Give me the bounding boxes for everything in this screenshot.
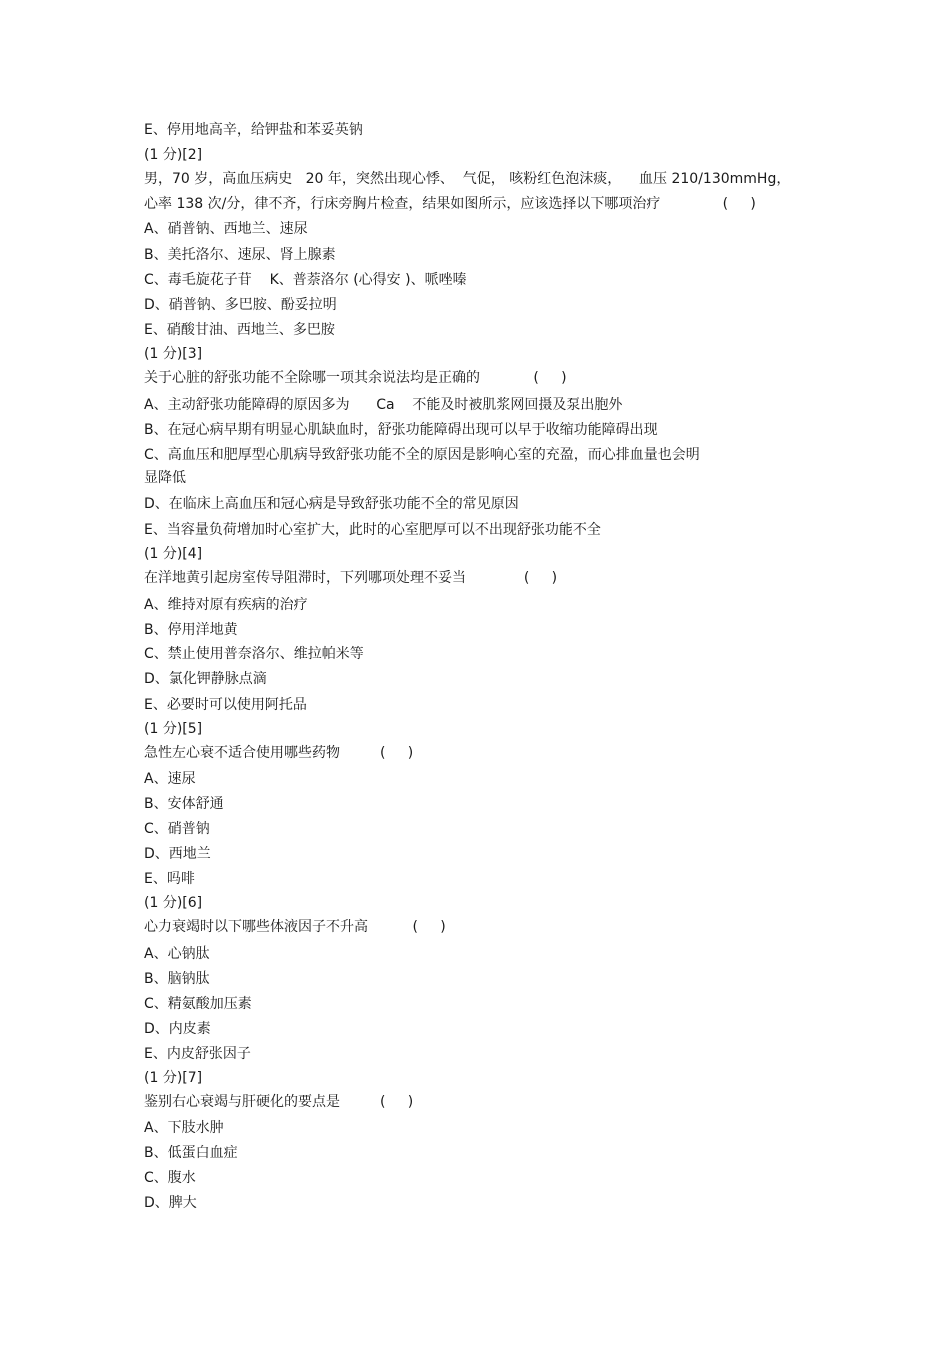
option-d: D、内皮素 <box>144 1021 211 1037</box>
question-stem: 心力衰竭时以下哪些体液因子不升高 ( ) <box>144 919 446 935</box>
question-stem: 在洋地黄引起房室传导阻滞时，下列哪项处理不妥当 ( ) <box>144 570 558 586</box>
option-d: D、硝普钠、多巴胺、酚妥拉明 <box>144 297 337 313</box>
option-c: C、硝普钠 <box>144 821 210 837</box>
question-stem: 关于心脏的舒张功能不全除哪一项其余说法均是正确的 ( ) <box>144 370 567 386</box>
option-e: E、必要时可以使用阿托品 <box>144 697 307 713</box>
option-a: A、速尿 <box>144 771 196 787</box>
option-d: D、脾大 <box>144 1195 197 1211</box>
option-b: B、美托洛尔、速尿、肾上腺素 <box>144 247 336 263</box>
option-b: B、低蛋白血症 <box>144 1145 238 1161</box>
option-c: C、毒毛旋花子苷 K、普萘洛尔 (心得安 )、哌唑嗪 <box>144 272 467 288</box>
option-e: E、硝酸甘油、西地兰、多巴胺 <box>144 322 335 338</box>
option-b: B、停用洋地黄 <box>144 622 238 638</box>
option-a: A、维持对原有疾病的治疗 <box>144 597 308 613</box>
question-header: (1 分)[6] <box>144 895 203 911</box>
option-e: E、停用地高辛，给钾盐和苯妥英钠 <box>144 122 363 138</box>
question-header: (1 分)[4] <box>144 546 203 562</box>
option-c: C、腹水 <box>144 1170 196 1186</box>
question-header: (1 分)[7] <box>144 1070 203 1086</box>
option-c: C、高血压和肥厚型心肌病导致舒张功能不全的原因是影响心室的充盈，而心排血量也会明 <box>144 447 700 463</box>
option-b: B、在冠心病早期有明显心肌缺血时，舒张功能障碍出现可以早于收缩功能障碍出现 <box>144 422 658 438</box>
question-header: (1 分)[3] <box>144 346 203 362</box>
question-header: (1 分)[2] <box>144 147 203 163</box>
option-d: D、氯化钾静脉点滴 <box>144 671 267 687</box>
option-c-continued: 显降低 <box>144 470 186 486</box>
question-stem: 急性左心衰不适合使用哪些药物 ( ) <box>144 745 414 761</box>
option-b: B、脑钠肽 <box>144 971 210 987</box>
option-e: E、当容量负荷增加时心室扩大，此时的心室肥厚可以不出现舒张功能不全 <box>144 522 601 538</box>
option-a: A、下肢水肿 <box>144 1120 224 1136</box>
option-b: B、安体舒通 <box>144 796 224 812</box>
question-stem: 鉴别右心衰竭与肝硬化的要点是 ( ) <box>144 1094 414 1110</box>
option-d: D、西地兰 <box>144 846 211 862</box>
option-e: E、吗啡 <box>144 871 195 887</box>
question-header: (1 分)[5] <box>144 721 203 737</box>
option-e: E、内皮舒张因子 <box>144 1046 251 1062</box>
option-a: A、主动舒张功能障碍的原因多为 Ca 不能及时被肌浆网回摄及泵出胞外 <box>144 397 623 413</box>
option-c: C、禁止使用普奈洛尔、维拉帕米等 <box>144 646 364 662</box>
option-c: C、精氨酸加压素 <box>144 996 252 1012</box>
option-a: A、硝普钠、西地兰、速尿 <box>144 221 308 237</box>
option-a: A、心钠肽 <box>144 946 210 962</box>
question-stem: 心率 138 次/分，律不齐，行床旁胸片检查，结果如图所示，应该选择以下哪项治疗 ( ) <box>144 196 756 212</box>
question-stem: 男，70 岁，高血压病史 20 年，突然出现心悸、 气促， 咳粉红色泡沫痰， 血压 210/130mmHg， <box>144 171 791 187</box>
option-d: D、在临床上高血压和冠心病是导致舒张功能不全的常见原因 <box>144 496 519 512</box>
